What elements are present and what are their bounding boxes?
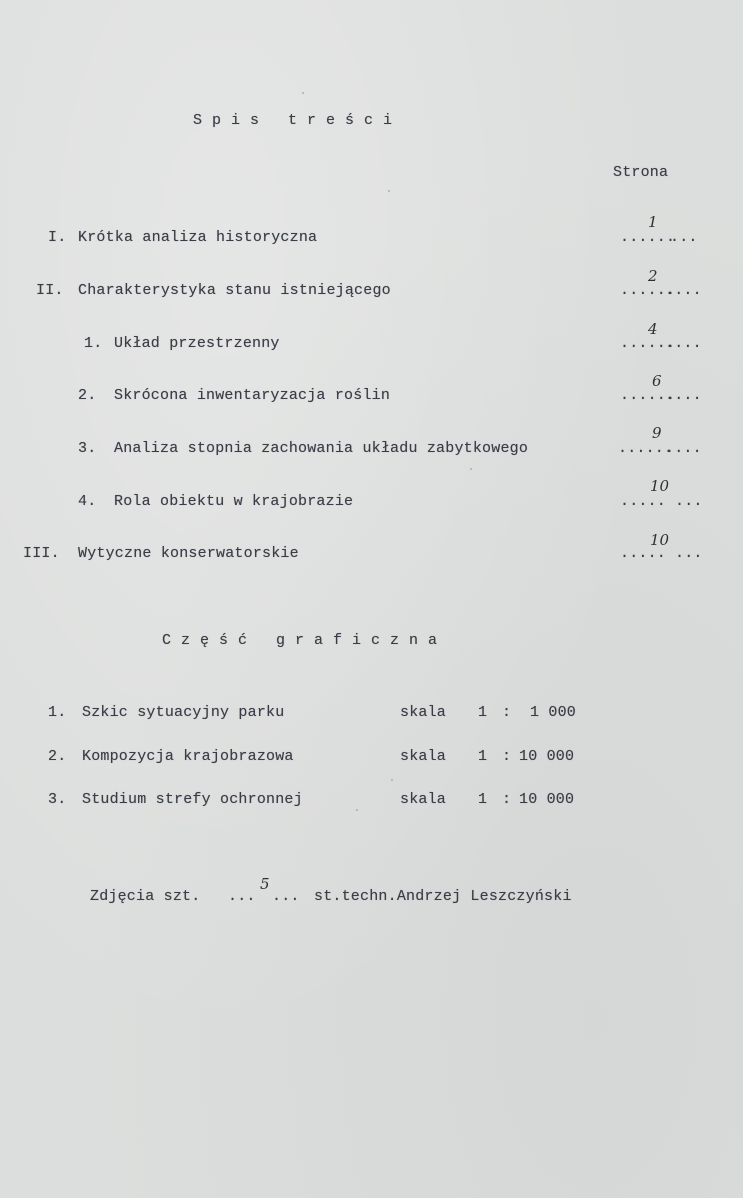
scale-ratio-right: 10 000 (519, 791, 575, 808)
graphic-item-number: 2. (48, 748, 67, 765)
toc-dot-leader: .... (665, 440, 702, 457)
toc-entry-number: II. (36, 282, 64, 299)
toc-subentry-number: 1. (84, 335, 103, 352)
toc-subentry-number: 2. (78, 387, 97, 404)
toc-entry-title: Wytyczne konserwatorskie (78, 545, 299, 562)
toc-dot-leader: ...... (618, 440, 674, 457)
toc-dot-leader: ...... (620, 387, 676, 404)
toc-dot-leader: ...... (620, 229, 676, 246)
author-signature-line: st.techn.Andrzej Leszczyński (314, 888, 572, 905)
toc-page-number: 6 (652, 372, 662, 390)
photos-label: Zdjęcia szt. (90, 888, 201, 905)
toc-page-number: 4 (648, 320, 658, 338)
graphic-section-title: Część graficzna (162, 632, 448, 649)
toc-dot-leader: .... (665, 282, 702, 299)
toc-subentry-number: 3. (78, 440, 97, 457)
photos-dot-leader: ... (228, 888, 256, 905)
toc-page-number: 9 (652, 424, 662, 442)
toc-dot-leader: ... (675, 493, 703, 510)
toc-page-number: 2 (648, 267, 658, 285)
photos-count: 5 (260, 875, 270, 893)
paper-speck (356, 809, 358, 811)
photos-dot-leader: ... (272, 888, 300, 905)
toc-page-number: 10 (650, 477, 670, 495)
toc-title: Spis treści (193, 112, 403, 129)
paper-speck (470, 468, 472, 470)
toc-dot-leader: .... (665, 335, 702, 352)
scale-label: skala (400, 791, 447, 808)
scale-ratio-left: 1 (478, 791, 488, 808)
scale-ratio-separator: : (502, 791, 512, 808)
graphic-item-title: Kompozycja krajobrazowa (82, 748, 294, 765)
paper-speck (388, 190, 390, 192)
toc-subentry-number: 4. (78, 493, 97, 510)
graphic-item-title: Szkic sytuacyjny parku (82, 704, 285, 721)
scale-ratio-separator: : (502, 748, 512, 765)
toc-dot-leader: .... (665, 387, 702, 404)
scale-label: skala (400, 748, 447, 765)
toc-page-number: 10 (650, 531, 670, 549)
toc-dot-leader: ...... (620, 335, 676, 352)
scale-ratio-left: 1 (478, 704, 488, 721)
paper-speck (391, 779, 393, 781)
toc-dot-leader: ...... (620, 282, 676, 299)
toc-subentry-title: Rola obiektu w krajobrazie (114, 493, 354, 510)
scale-ratio-right: 1 000 (530, 704, 577, 721)
toc-subentry-title: Układ przestrzenny (114, 335, 280, 352)
paper-speck (302, 92, 304, 94)
toc-page-number: 1 (648, 213, 658, 231)
toc-entry-title: Charakterystyka stanu istniejącego (78, 282, 391, 299)
toc-entry-number: III. (23, 545, 60, 562)
scale-ratio-right: 10 000 (519, 748, 575, 765)
scale-ratio-separator: : (502, 704, 512, 721)
toc-dot-leader: ..... (620, 545, 667, 562)
toc-dot-leader: ... (670, 229, 698, 246)
page-column-header: Strona (613, 164, 669, 181)
toc-entry-title: Krótka analiza historyczna (78, 229, 318, 246)
graphic-item-number: 3. (48, 791, 67, 808)
toc-dot-leader: ... (675, 545, 703, 562)
toc-subentry-title: Analiza stopnia zachowania układu zabytkowego (114, 440, 529, 457)
scale-label: skala (400, 704, 447, 721)
scale-ratio-left: 1 (478, 748, 488, 765)
toc-dot-leader: ..... (620, 493, 667, 510)
graphic-item-number: 1. (48, 704, 67, 721)
toc-subentry-title: Skrócona inwentaryzacja roślin (114, 387, 391, 404)
toc-entry-number: I. (48, 229, 67, 246)
graphic-item-title: Studium strefy ochronnej (82, 791, 303, 808)
